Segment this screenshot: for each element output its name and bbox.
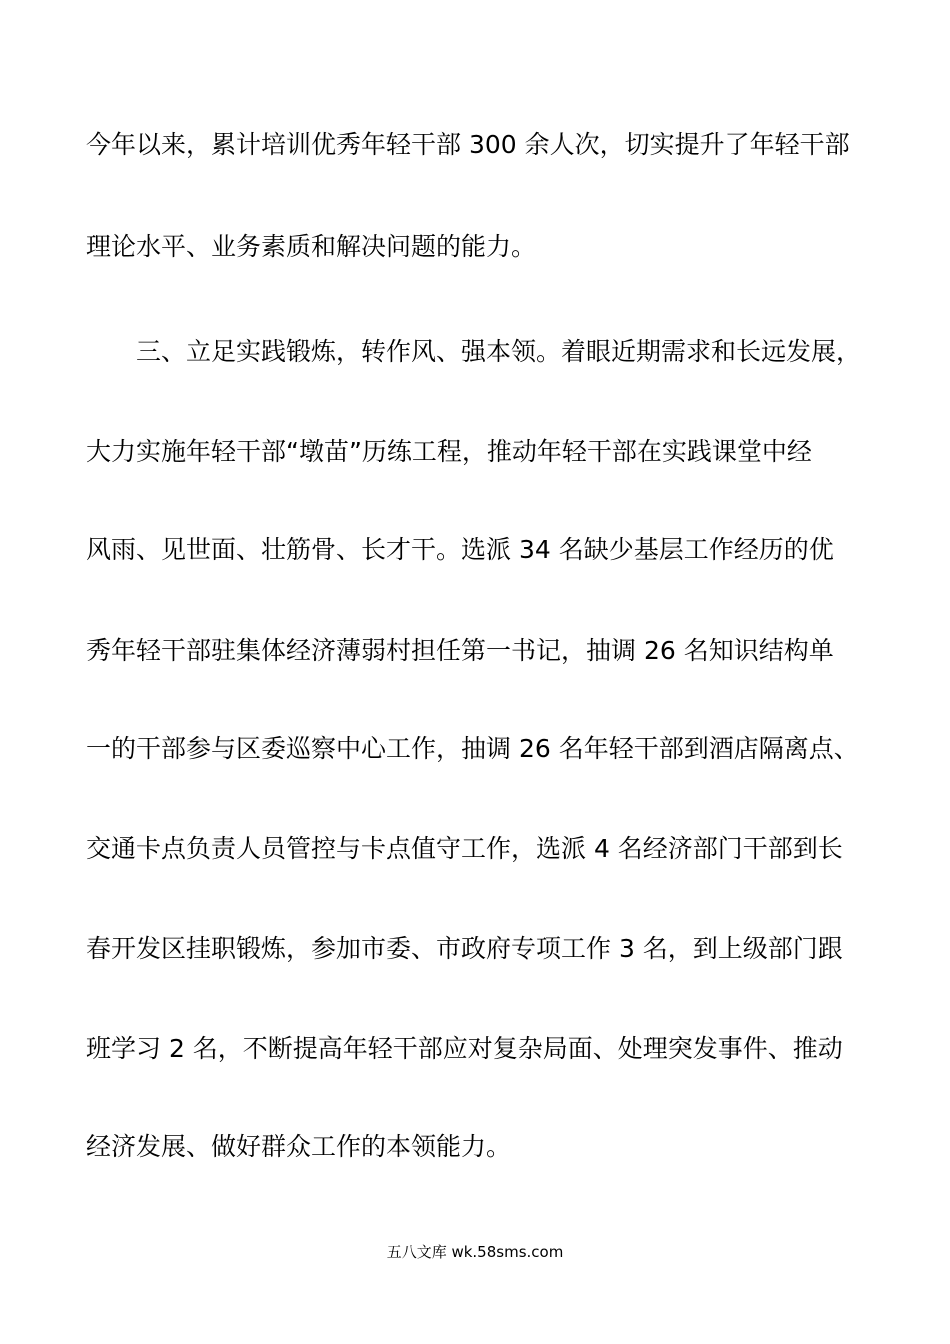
paragraph-line: 风雨、见世面、壮筋骨、长才干。选派 34 名缺少基层工作经历的优 xyxy=(86,535,834,564)
paragraph-line: 一的干部参与区委巡察中心工作，抽调 26 名年轻干部到酒店隔离点、 xyxy=(86,734,859,763)
paragraph-line: 班学习 2 名，不断提高年轻干部应对复杂局面、处理突发事件、推动 xyxy=(86,1034,843,1063)
paragraph-line: 秀年轻干部驻集体经济薄弱村担任第一书记，抽调 26 名知识结构单 xyxy=(86,636,834,665)
paragraph-line: 三、立足实践锻炼，转作风、强本领。着眼近期需求和长远发展， xyxy=(136,337,862,366)
paragraph-line: 春开发区挂职锻炼，参加市委、市政府专项工作 3 名，到上级部门跟 xyxy=(86,934,843,963)
paragraph-line: 交通卡点负责人员管控与卡点值守工作，选派 4 名经济部门干部到长 xyxy=(86,834,843,863)
paragraph-line: 经济发展、做好群众工作的本领能力。 xyxy=(86,1132,512,1161)
paragraph-line: 今年以来，累计培训优秀年轻干部 300 余人次，切实提升了年轻干部 xyxy=(86,130,850,159)
page-footer: 五八文库 wk.58sms.com xyxy=(386,1243,564,1261)
paragraph-line: 理论水平、业务素质和解决问题的能力。 xyxy=(86,232,537,261)
paragraph-line: 大力实施年轻干部“墩苗”历练工程，推动年轻干部在实践课堂中经 xyxy=(86,437,812,466)
